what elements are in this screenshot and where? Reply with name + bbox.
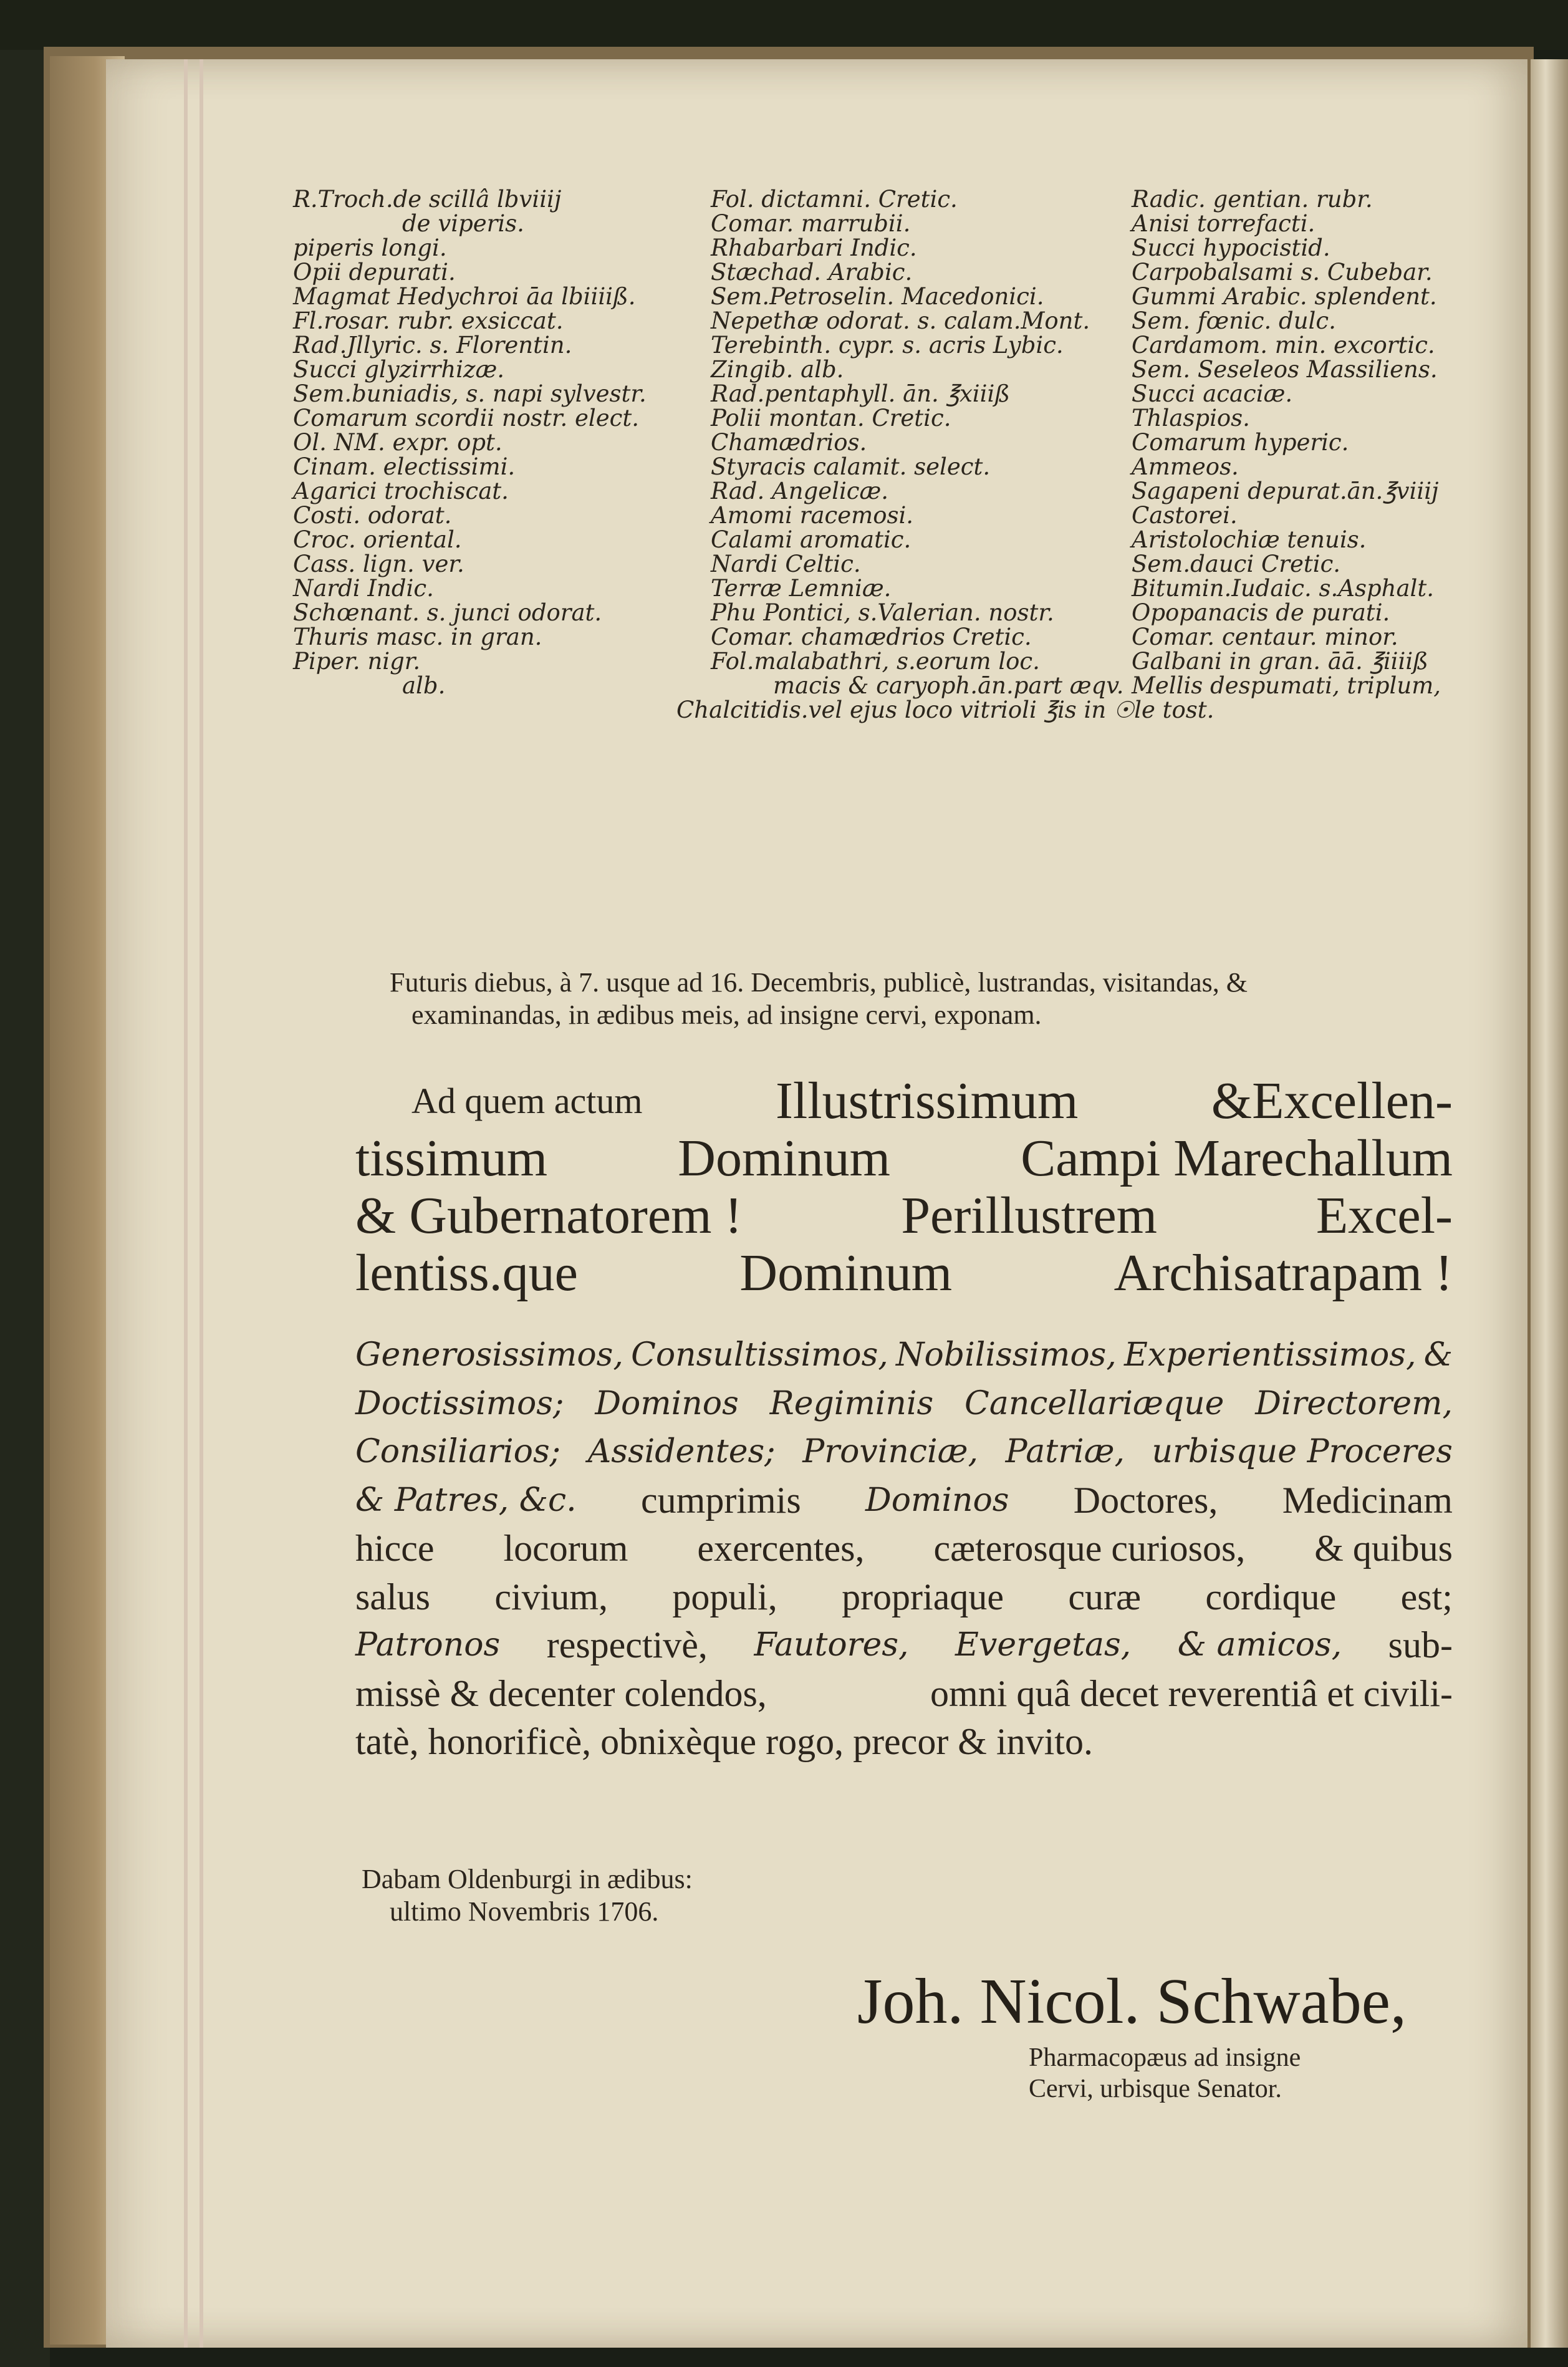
ingredient-line: Costi. odorat. [293,502,452,529]
ingredient-line: Zingib. alb. [711,356,844,383]
address-word: & Gubernatorem ! [355,1187,743,1245]
body-word: Dominos [595,1384,739,1422]
address-word: Perillustrem [901,1187,1157,1245]
ingredient-line: Anisi torrefacti. [1132,210,1315,237]
ingredient-line: Chalcitidis.vel ejus loco vitrioli ℥is in ☉le tost. [676,697,1214,723]
address-word: Campi Marechallum [1021,1129,1453,1187]
ingredient-line: Fl.rosar. rubr. exsiccat. [293,307,564,334]
ingredient-column-1 [293,187,647,698]
body-word: missè & decenter colendos, [355,1672,767,1714]
ingredient-line: Nepethæ odorat. s. calam.Mont. [711,307,1090,334]
body-word: urbisque Proceres [1152,1433,1453,1470]
ingredient-line: Gummi Arabic. splendent. [1132,283,1437,310]
book-cover-top [0,0,1568,50]
body-line [355,1380,1453,1429]
notice-line-1: Futuris diebus, à 7. usque ad 16. Decembris, publicè, lustrandas, visitandas, & [390,967,1248,998]
body-word: cæterosque curiosos, [933,1528,1246,1569]
ingredient-line: R.Troch.de scillâ lbviiij [293,186,562,213]
ingredient-line: Mellis despumati, triplum, [1132,672,1441,699]
ingredient-line: Carpobalsami s. Cubebar. [1132,259,1433,286]
signature-title [1029,2042,1301,2104]
date-line-2: ultimo Novembris 1706. [390,1896,659,1927]
address-word: Archisatrapam ! [1113,1244,1453,1302]
ingredient-line: Opopanacis de purati. [1132,599,1390,626]
body-word: Doctores, [1073,1479,1218,1521]
signature-name: Joh. Nicol. Schwabe, [857,1965,1407,2037]
ingredient-line: Fol. dictamni. Cretic. [711,186,958,213]
ingredient-line: Calami aromatic. [711,526,911,553]
ingredient-line: Sem.buniadis, s. napi sylvestr. [293,380,647,407]
ingredient-line: Stæchad. Arabic. [711,259,913,286]
address-word: lentiss.que [355,1244,578,1302]
body-word: locorum [503,1528,628,1569]
ingredient-line: Succi acaciæ. [1132,380,1293,407]
body-word: Dominos [865,1481,1009,1519]
ingredient-line: Thuris masc. in gran. [293,624,542,650]
body-word: Regiminis [769,1384,934,1422]
ingredient-line: Castorei. [1132,502,1238,529]
address-word: Excel- [1315,1187,1453,1245]
ingredient-line: Polii montan. Cretic. [711,405,951,431]
body-word: Consultissimos, [631,1336,888,1374]
ingredient-line: Rad.Jllyric. s. Florentin. [293,332,572,359]
address-word: Dominum [739,1244,953,1302]
ingredient-line: Cardamom. min. excortic. [1132,332,1435,359]
ingredient-line: Sagapeni depurat.ān.℥viiij [1132,478,1439,504]
dateline [362,1863,693,1928]
ingredient-line: Succi glyzirrhizæ. [293,356,505,383]
body-word: tatè, honorificè, obnixèque rogo, precor & invito. [355,1721,1093,1762]
ingredient-line: Sem.dauci Cretic. [1132,551,1341,577]
ingredient-line: Comarum scordii nostr. elect. [293,405,639,431]
address-line [355,1073,1453,1130]
ingredient-line: Ammeos. [1132,453,1239,480]
body-line [355,1477,1453,1525]
ingredient-line: macis & caryoph.ān.part æqv. [773,672,1124,699]
ingredient-line: Nardi Celtic. [711,551,861,577]
ingredient-line: Sem. fœnic. dulc. [1132,307,1336,334]
body-line [355,1428,1453,1477]
ingredient-line: Rhabarbari Indic. [711,234,917,261]
body-word: Doctissimos; [355,1384,564,1422]
body-word: Experientissimos, [1124,1336,1416,1374]
address-word: &Excellen- [1211,1072,1453,1130]
address-line [355,1130,1453,1187]
address-word: Ad quem actum [411,1081,643,1121]
ingredient-line: Terebinth. cypr. s. acris Lybic. [711,332,1064,359]
ingredient-line: Fol.malabathri, s.eorum loc. [711,648,1040,675]
body-word: Nobilissimos, [896,1336,1117,1374]
body-word: Generosissimos, [355,1336,623,1374]
ruled-line [200,59,203,2348]
ingredient-line: Terræ Lemniæ. [711,575,892,602]
ingredient-line: Rad.pentaphyll. ān. ℥xiiiß [711,380,1011,407]
book-cover-left [0,0,50,2367]
body-word: populi, [672,1576,777,1617]
ingredient-line: Cinam. electissimi. [293,453,516,480]
ingredient-line: Croc. oriental. [293,526,462,553]
body-word: & [1423,1336,1453,1374]
address-word: Illustrissimum [775,1072,1079,1130]
ingredient-line: Schœnant. s. junci odorat. [293,599,602,626]
body-word: exercentes, [697,1528,865,1569]
body-word: Provinciæ, [802,1433,979,1470]
signature-title-line-2: Cervi, urbisque Senator. [1029,2075,1282,2103]
body-line [355,1621,1453,1670]
notice-line-2: examinandas, in ædibus meis, ad insigne cervi, exponam. [411,1000,1042,1030]
ingredient-line: Magmat Hedychroi āa lbiiiiß. [293,283,636,310]
body-line [355,1525,1453,1573]
body-word: Cancellariæque [964,1384,1224,1422]
body-word: curæ [1068,1576,1141,1617]
signature-title-line-1: Pharmacopæus ad insigne [1029,2043,1301,2072]
body-line [355,1670,1453,1719]
address-word: Dominum [678,1129,890,1187]
body-word: cordique [1205,1576,1337,1617]
body-line [355,1331,1453,1380]
body-word: & quibus [1314,1528,1453,1569]
ingredient-line: Galbani in gran. āā. ℥iiiiß [1132,648,1428,675]
ingredient-line: Cass. lign. ver. [293,551,464,577]
body-word: Medicinam [1282,1479,1453,1521]
ingredient-line: Comarum hyperic. [1132,429,1349,456]
ingredient-line: Radic. gentian. rubr. [1132,186,1373,213]
body-word: Directorem, [1255,1384,1453,1422]
date-line-1: Dabam Oldenburgi in ædibus: [362,1864,693,1894]
body-word: & Patres, &c. [355,1481,577,1519]
body-line [355,1718,1453,1767]
ingredient-line: Rad. Angelicæ. [711,478,889,504]
ruled-line [184,59,188,2348]
ingredient-line: Amomi racemosi. [711,502,914,529]
body-word: respectivè, [546,1624,708,1666]
body-word: & amicos, [1177,1626,1342,1664]
ingredient-line: piperis longi. [293,234,447,261]
ingredient-line: Bitumin.Iudaic. s.Asphalt. [1132,575,1434,602]
invitation-body [355,1331,1453,1767]
ingredient-column-3 [1132,187,1441,698]
inspection-notice [390,967,1462,1031]
next-page-edge [1531,59,1568,2348]
body-word: est; [1400,1576,1453,1617]
body-word: Consiliarios; [355,1433,561,1470]
ingredient-line: Chamædrios. [711,429,867,456]
ingredient-line: Succi hypocistid. [1132,234,1330,261]
address-word: tissimum [355,1129,548,1187]
body-word: Assidentes; [587,1433,776,1470]
ingredient-line: Ol. NM. expr. opt. [293,429,503,456]
body-word: salus [355,1576,430,1617]
ingredient-line: Piper. nigr. [293,648,421,675]
address-line [355,1187,1453,1245]
body-word: propriaque [842,1576,1004,1617]
ingredient-line: Comar. marrubii. [711,210,911,237]
ingredient-line: Aristolochiæ tenuis. [1132,526,1367,553]
ingredient-line: de viperis. [402,210,524,237]
ingredient-line: Sem. Seseleos Massiliens. [1132,356,1438,383]
ingredient-line: Comar. chamædrios Cretic. [711,624,1032,650]
ingredient-line: Sem.Petroselin. Macedonici. [711,283,1044,310]
body-word: cumprimis [641,1479,801,1521]
ingredient-line: Nardi Indic. [293,575,434,602]
ingredient-line: Opii depurati. [293,259,456,286]
body-word: Patronos [355,1626,501,1664]
ingredient-line: Styracis calamit. select. [711,453,991,480]
body-word: civium, [494,1576,608,1617]
body-word: sub- [1388,1624,1453,1666]
body-word: Patriæ, [1005,1433,1125,1470]
ingredient-line: Thlaspios. [1132,405,1250,431]
address-line [355,1245,1453,1302]
ingredient-line: Agarici trochiscat. [293,478,509,504]
invitation-address [355,1073,1453,1302]
body-word: hicce [355,1528,435,1569]
body-word: Fautores, [754,1626,909,1664]
body-word: Evergetas, [955,1626,1132,1664]
ingredient-line: Phu Pontici, s.Valerian. nostr. [711,599,1054,626]
ingredient-line: Comar. centaur. minor. [1132,624,1398,650]
body-word: omni quâ decet reverentiâ et civili- [930,1672,1453,1714]
body-line [355,1573,1453,1622]
ingredient-line: alb. [402,672,446,699]
